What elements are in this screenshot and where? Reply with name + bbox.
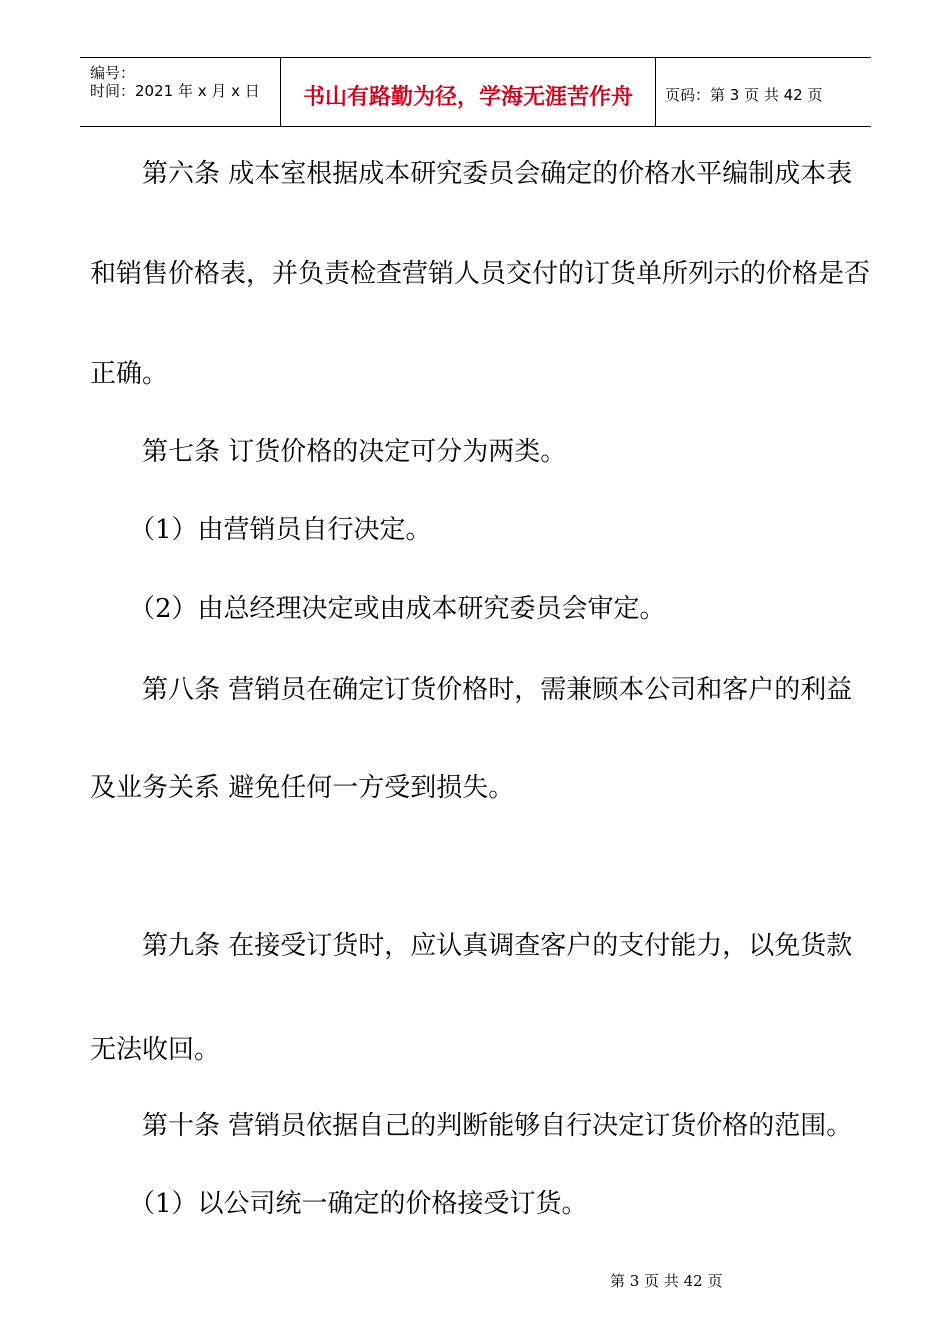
time-label: 时间：2021 年 x 月 x 日	[90, 82, 260, 100]
body-line: （1）以公司统一确定的价格接受订货。	[90, 1189, 588, 1219]
body-line: 和销售价格表，并负责检查营销人员交付的订货单所列示的价格是否	[90, 259, 871, 289]
serial-number-label: 编号：	[90, 64, 136, 82]
page-footer: 第 3 页 共 42 页	[610, 1272, 723, 1290]
body-line: 无法收回。	[90, 1035, 221, 1065]
body-line: 第七条 订货价格的决定可分为两类。	[90, 437, 567, 467]
header-motto-cell	[280, 58, 656, 126]
header-motto: 书山有路勤为径，学海无涯苦作舟	[302, 85, 633, 110]
body-line: 第九条 在接受订货时，应认真调查客户的支付能力，以免货款	[90, 931, 853, 961]
header-meta-cell	[80, 58, 280, 126]
page-header	[80, 57, 871, 127]
body-line: （1）由营销员自行决定。	[90, 515, 432, 545]
body-line: 第六条 成本室根据成本研究委员会确定的价格水平编制成本表	[90, 159, 853, 189]
body-line: 及业务关系 避免任何一方受到损失。	[90, 773, 515, 803]
body-line: 正确。	[90, 359, 169, 389]
body-line: （2）由总经理决定或由成本研究委员会审定。	[90, 594, 666, 624]
body-line: 第十条 营销员依据自己的判断能够自行决定订货价格的范围。	[90, 1111, 853, 1141]
header-page-cell	[655, 58, 871, 126]
header-page-info: 页码：第 3 页 共 42 页	[665, 86, 823, 104]
body-line: 第八条 营销员在确定订货价格时，需兼顾本公司和客户的利益	[90, 675, 853, 705]
